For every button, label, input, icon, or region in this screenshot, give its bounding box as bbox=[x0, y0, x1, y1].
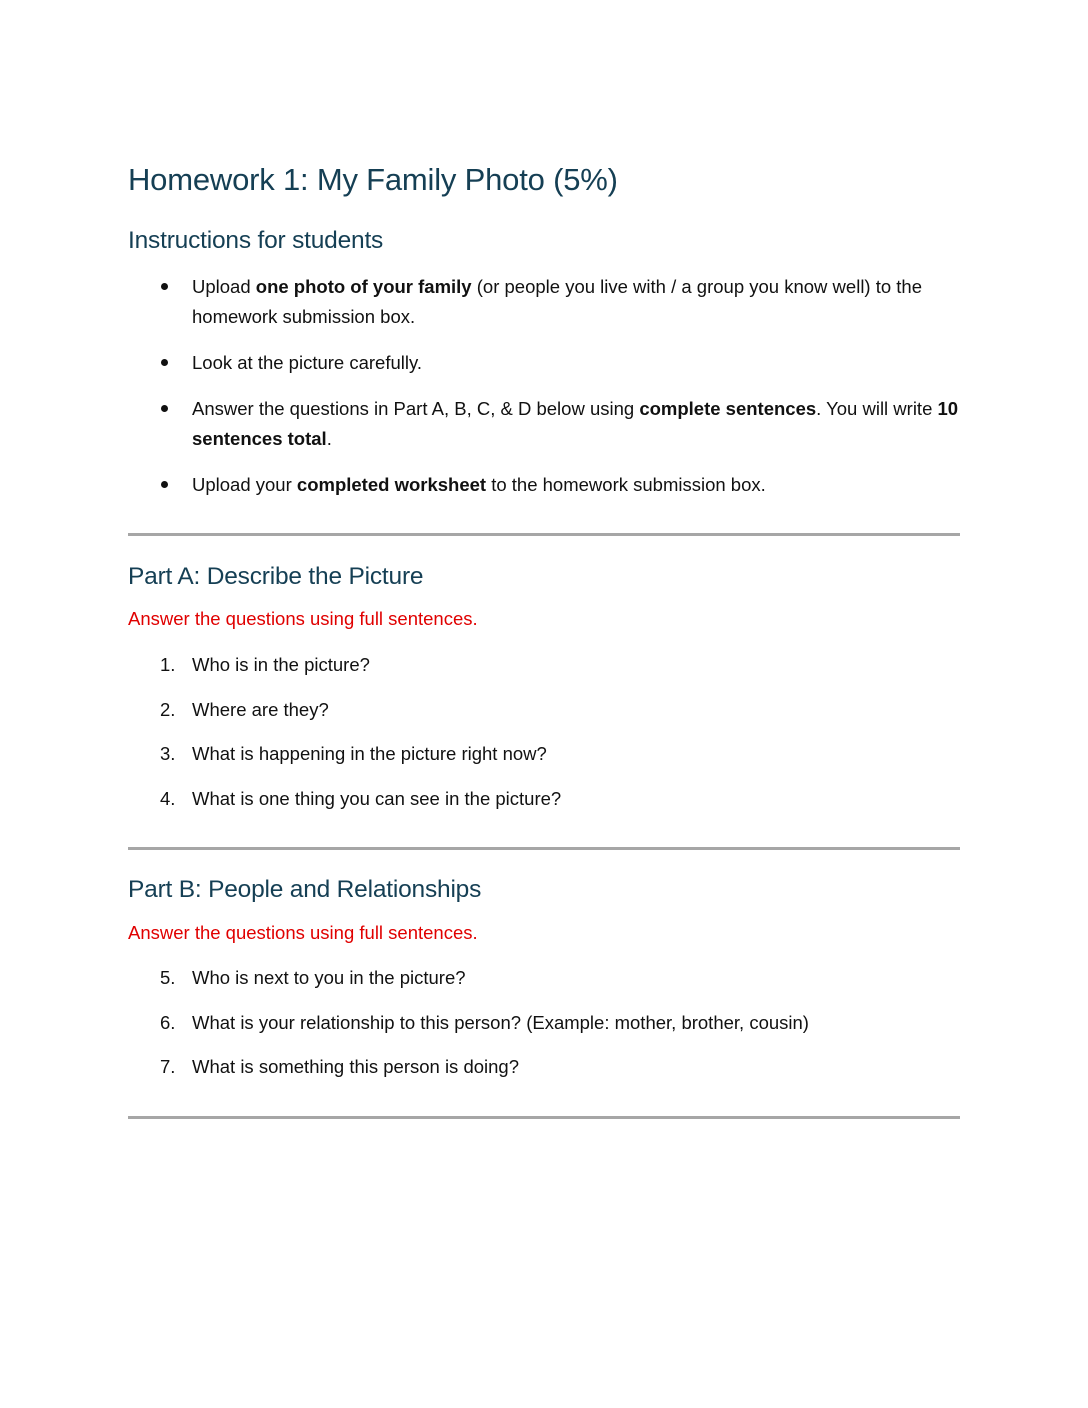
question-text: What is something this person is doing? bbox=[192, 1056, 520, 1077]
question-item bbox=[128, 651, 960, 679]
text-run: (or people you live with / a group you know well) to the homework submission box. bbox=[192, 276, 923, 327]
instruction-item bbox=[128, 394, 960, 454]
bullet-icon bbox=[161, 359, 168, 366]
question-item bbox=[128, 964, 960, 992]
question-number: 6. bbox=[160, 1011, 176, 1033]
instruction-item bbox=[128, 470, 960, 500]
text-run: . You will write bbox=[816, 398, 938, 419]
question-number: 2. bbox=[160, 698, 176, 720]
part-b-heading: Part B: People and Relationships bbox=[128, 876, 482, 903]
part-b-note: Answer the questions using full sentences. bbox=[128, 922, 478, 943]
text-run: Answer the questions in Part A, B, C, & D below using bbox=[192, 398, 640, 419]
instruction-text bbox=[192, 276, 922, 327]
bold-text: complete sentences bbox=[639, 398, 817, 419]
part-b-questions bbox=[128, 964, 960, 1098]
instructions-heading: Instructions for students bbox=[128, 227, 384, 254]
question-item bbox=[128, 1053, 960, 1081]
bullet-icon bbox=[161, 405, 168, 412]
question-text: Who is next to you in the picture? bbox=[192, 967, 466, 988]
text-run: Upload bbox=[192, 276, 256, 297]
question-text: What is happening in the picture right now? bbox=[192, 743, 547, 764]
bullet-icon bbox=[161, 481, 168, 488]
text-run: . bbox=[326, 428, 332, 449]
part-a-questions bbox=[128, 651, 960, 829]
section-divider bbox=[128, 1116, 960, 1119]
question-item bbox=[128, 740, 960, 768]
question-number: 3. bbox=[160, 743, 176, 764]
question-number: 5. bbox=[160, 967, 176, 988]
instruction-text bbox=[192, 398, 958, 449]
question-text: Where are they? bbox=[192, 698, 329, 720]
instruction-text bbox=[192, 474, 766, 495]
question-item bbox=[128, 1009, 960, 1037]
question-item bbox=[128, 785, 960, 813]
question-number: 7. bbox=[160, 1056, 176, 1077]
part-a-note: Answer the questions using full sentences. bbox=[128, 608, 478, 629]
text-run: to the homework submission box. bbox=[486, 474, 766, 495]
question-text: What is one thing you can see in the picture? bbox=[192, 787, 562, 809]
question-text: Who is in the picture? bbox=[192, 654, 370, 675]
question-number: 4. bbox=[160, 787, 176, 809]
page-title: Homework 1: My Family Photo (5%) bbox=[128, 162, 618, 197]
section-divider bbox=[128, 847, 960, 850]
bullet-icon bbox=[161, 283, 168, 290]
section-divider bbox=[128, 533, 960, 536]
question-number: 1. bbox=[160, 654, 176, 675]
question-item bbox=[128, 696, 960, 724]
question-text: What is your relationship to this person? (Example: mother, brother, cousin) bbox=[192, 1011, 809, 1033]
bold-text: completed worksheet bbox=[296, 474, 487, 495]
instructions-list bbox=[128, 272, 960, 516]
bold-text: 10 sentences total bbox=[192, 398, 959, 449]
instruction-item bbox=[128, 348, 960, 378]
part-a-heading: Part A: Describe the Picture bbox=[128, 563, 424, 590]
bold-text: one photo of your family bbox=[255, 276, 472, 297]
instruction-item bbox=[128, 272, 960, 332]
instruction-text bbox=[192, 352, 422, 373]
text-run: Upload your bbox=[192, 474, 297, 495]
text-run: Look at the picture carefully. bbox=[192, 352, 423, 373]
